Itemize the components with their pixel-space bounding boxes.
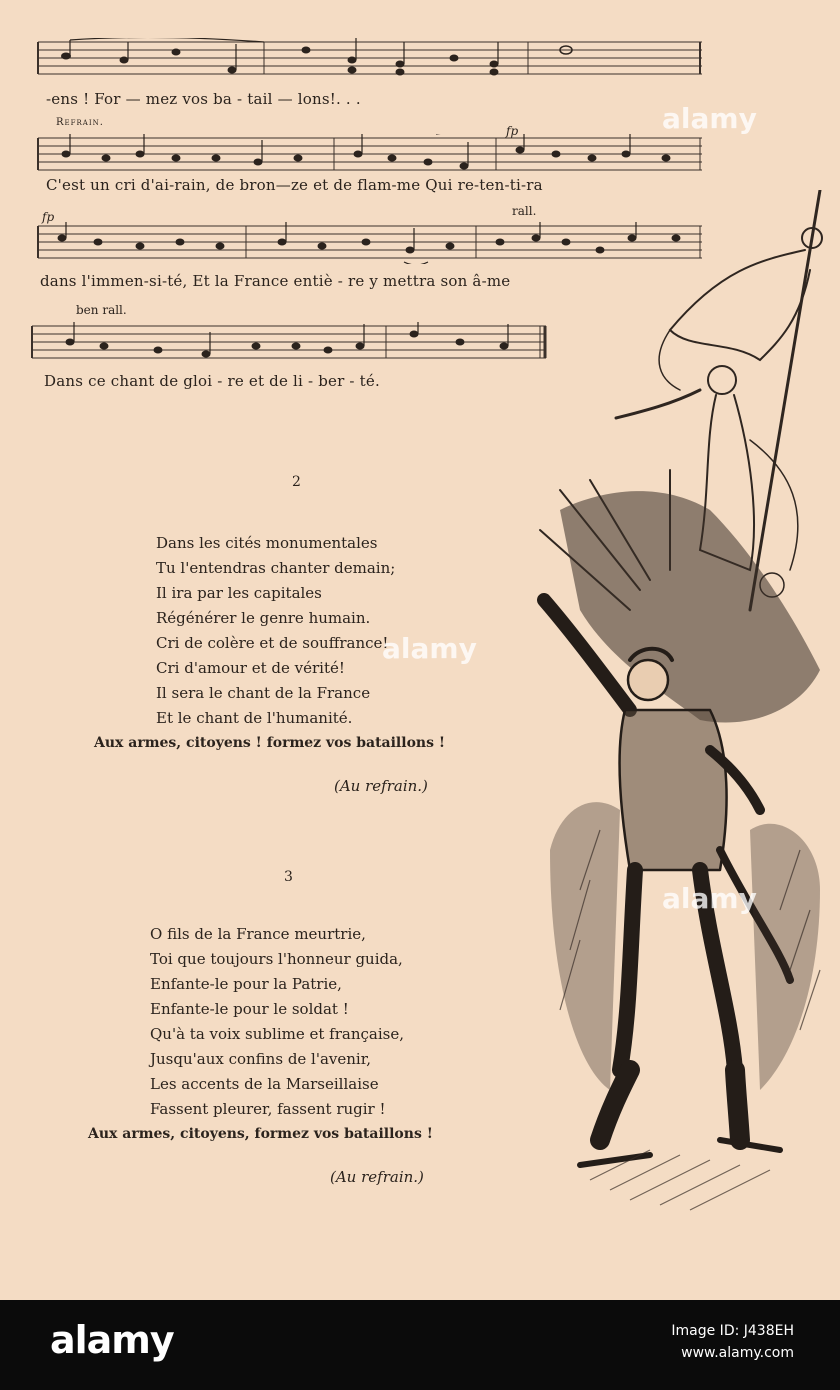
alamy-logo: alamy [50,1318,174,1362]
verse-2-line: Dans les cités monumentales [156,534,378,552]
verse-2-line: Cri de colère et de souffrance! [156,634,389,652]
verse-3-line: Jusqu'aux confins de l'avenir, [150,1050,372,1068]
staff-1-lyrics: -ens ! For — mez vos ba - tail — lons!. . . [46,90,361,108]
verse-2-number: 2 [292,474,301,490]
verse-3-line: Enfante-le pour le soldat ! [150,1000,349,1018]
music-staff-2 [36,134,706,174]
music-staff-4 [30,322,550,364]
refrain-label: Refrain. [56,117,104,128]
verse-3-line: Qu'à ta voix sublime et française, [150,1025,404,1043]
verse-2-line: Tu l'entendras chanter demain; [156,559,396,577]
verse-2-line: Et le chant de l'humanité. [156,709,353,727]
fp-mark-2: fp [42,210,55,224]
verse-3-number: 3 [284,869,293,885]
verse-2-line: Aux armes, citoyens ! formez vos bataillons ! [94,735,445,751]
staff-3-lyrics: dans l'immen-si-té, Et la France entiè - re y mettra son â-me [40,272,511,290]
watermark-logo: alamy [662,882,757,915]
soldier-illustration [520,190,840,1230]
watermark-logo: alamy [662,102,757,135]
ben-rall-mark: ben rall. [76,303,127,317]
image-id: Image ID: J438EH [671,1323,794,1339]
footer-info [671,1320,794,1364]
verse-3-line: Enfante-le pour la Patrie, [150,975,342,993]
stock-footer [0,1300,840,1390]
verse-3 [88,922,433,1147]
rall-mark: rall. [512,204,537,218]
verse-3-line: Toi que toujours l'honneur guida, [150,950,403,968]
verse-2-line: Cri d'amour et de vérité! [156,659,345,677]
verse-3-line: Fassent pleurer, fassent rugir ! [150,1100,386,1118]
verse-2-line: Il sera le chant de la France [156,684,371,702]
fp-mark-1: fp [506,124,519,138]
verse-3-refrain-note: (Au refrain.) [330,1168,424,1186]
footer-url: www.alamy.com [681,1345,794,1361]
staff-2-lyrics: C'est un cri d'ai-rain, de bron—ze et de flam-me Qui re-ten-ti-ra [46,176,543,194]
watermark-logo: alamy [382,632,477,665]
verse-3-line: O fils de la France meurtrie, [150,925,366,943]
verse-3-line: Les accents de la Marseillaise [150,1075,379,1093]
verse-2-line: Régénérer le genre humain. [156,609,371,627]
verse-2-refrain-note: (Au refrain.) [334,777,428,795]
music-staff-1 [36,38,706,82]
verse-2-line: Il ira par les capitales [156,584,322,602]
staff-4-lyrics: Dans ce chant de gloi - re et de li - ber - té. [44,372,380,390]
verse-3-line: Aux armes, citoyens, formez vos bataillons ! [88,1126,433,1142]
